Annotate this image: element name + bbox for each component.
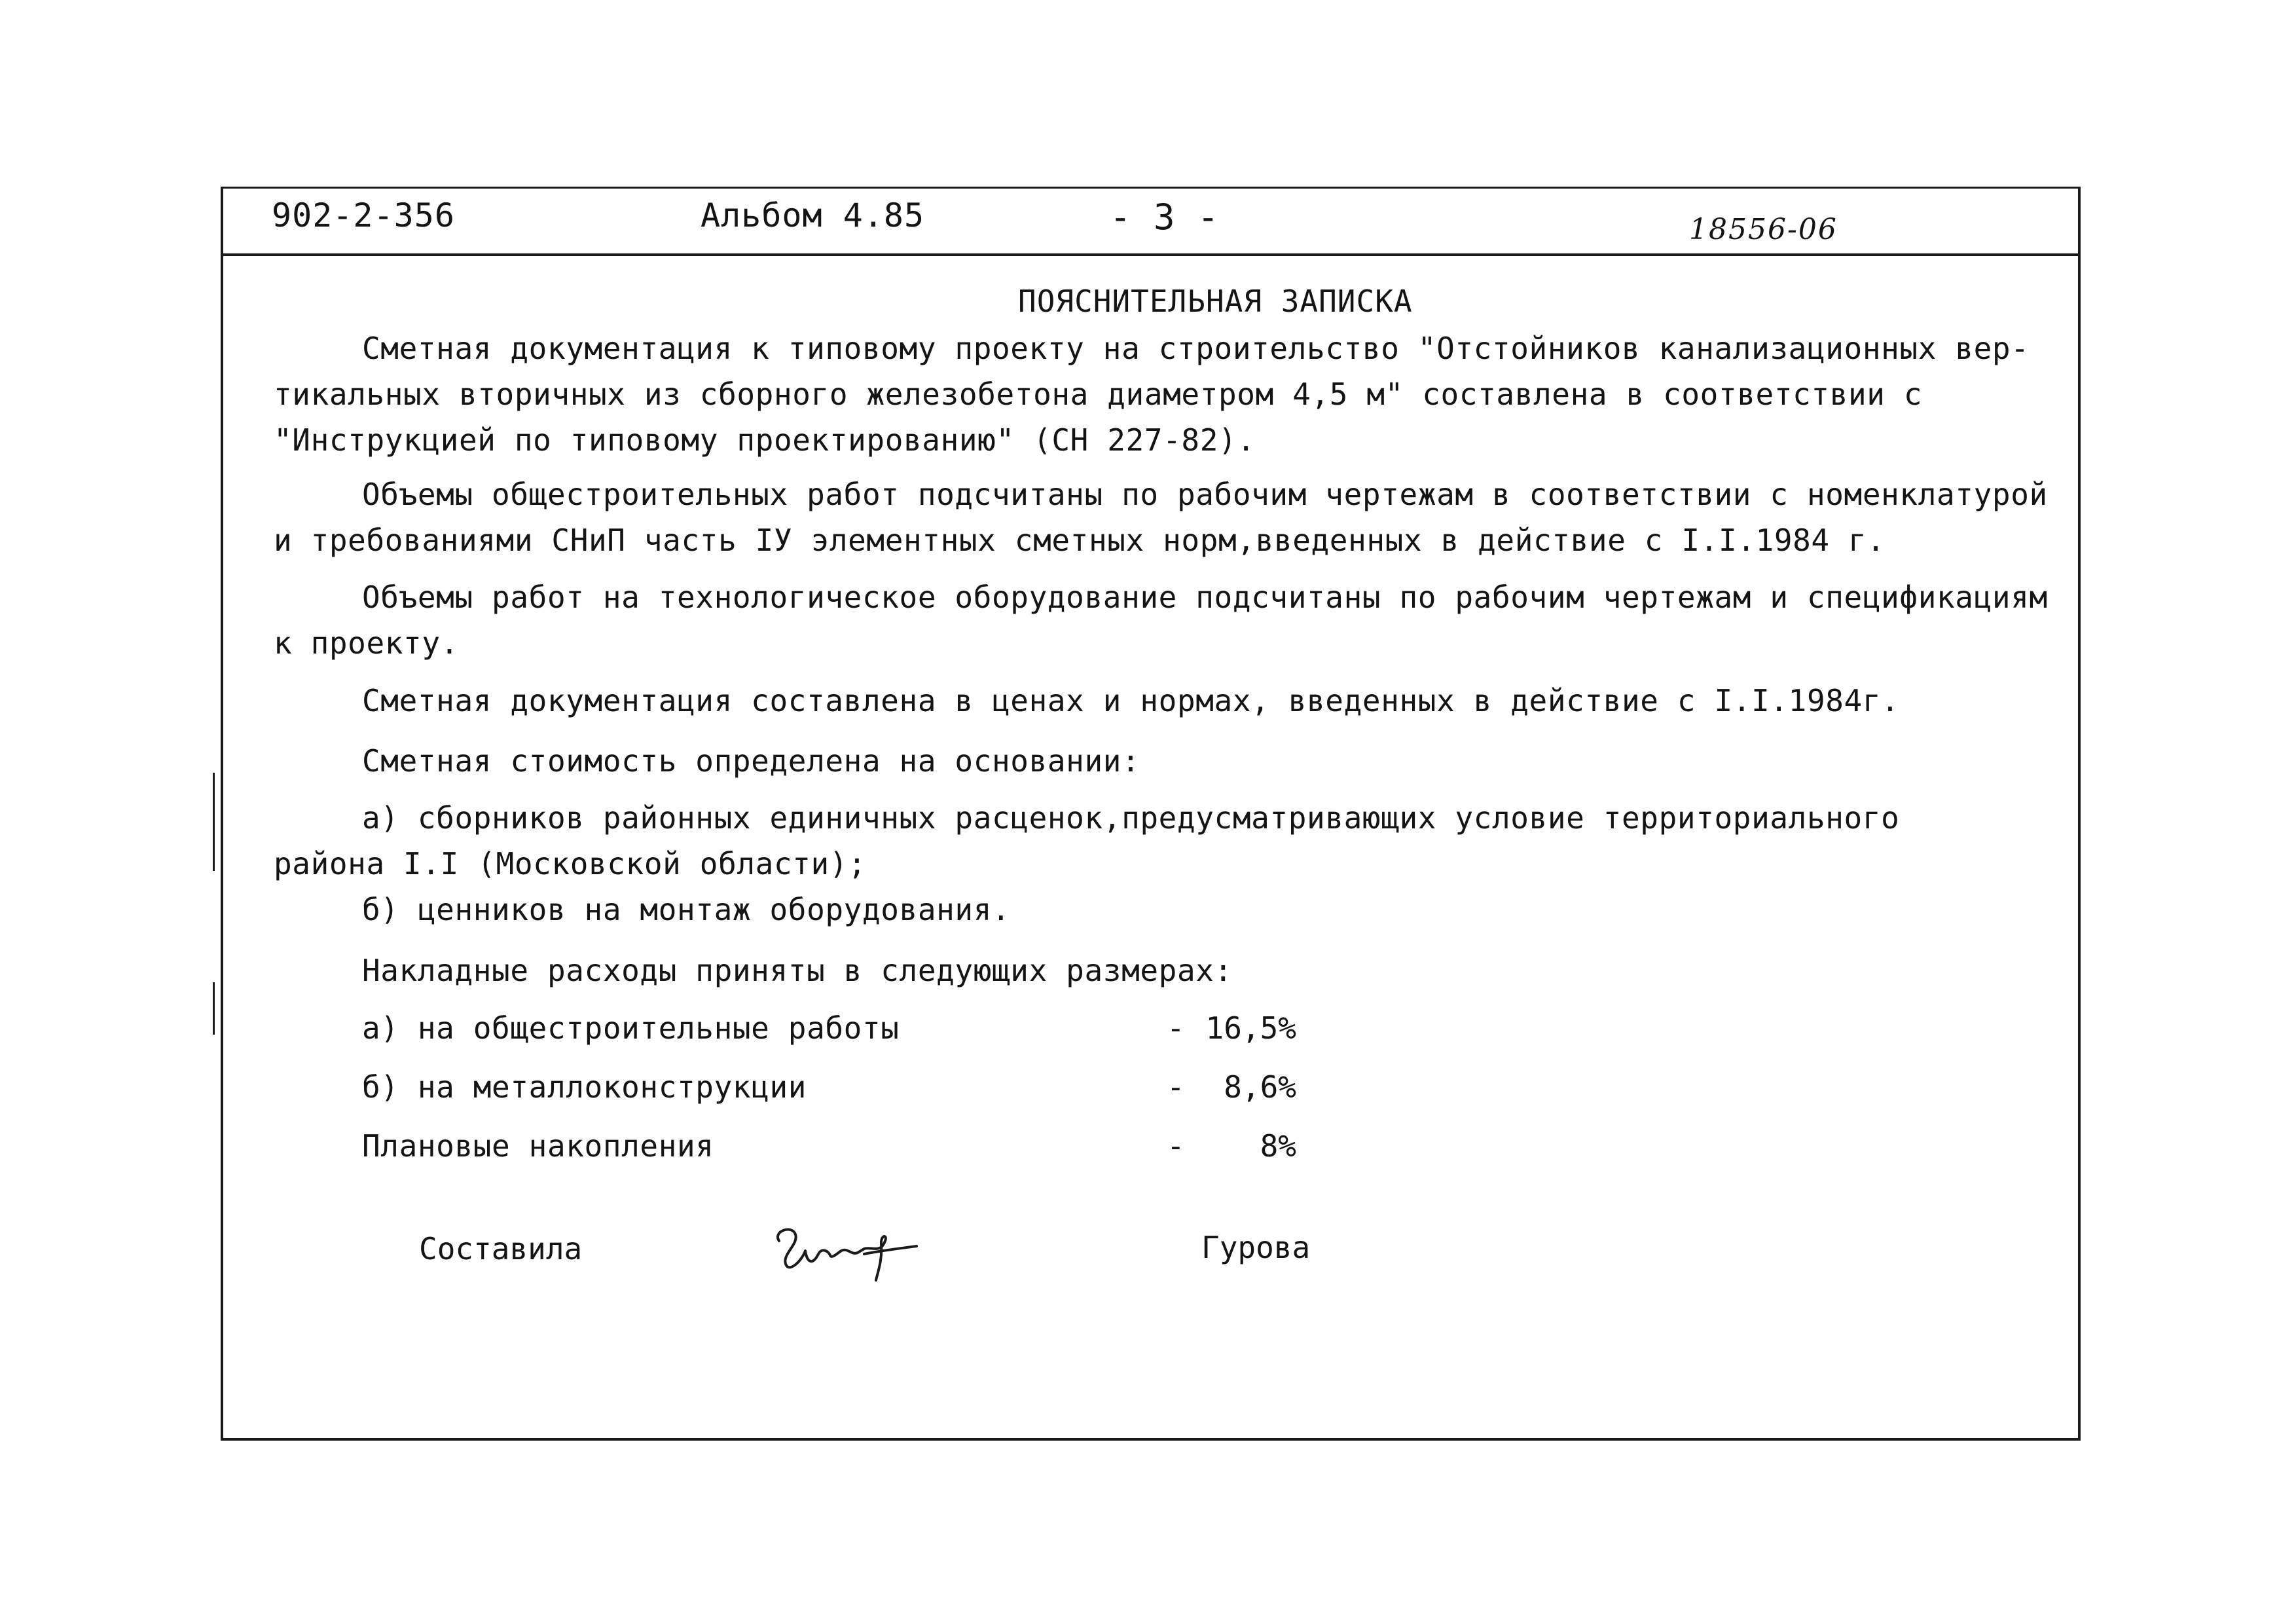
paragraph-line: Сметная документация к типовому проекту на строительство "Отстойников канализационных вер- xyxy=(362,331,2030,366)
page-number: - 3 - xyxy=(1110,196,1220,238)
paragraph-line: тикальных вторичных из сборного железобетона диаметром 4,5 м" составлена в соответствии с xyxy=(274,377,1923,412)
rate-dash: - xyxy=(1167,1128,1185,1164)
paragraph-line: Накладные расходы приняты в следующих размерах: xyxy=(362,953,1233,988)
rate-label: Плановые накопления xyxy=(362,1128,714,1164)
binding-mark xyxy=(213,982,215,1035)
document-code: 902-2-356 xyxy=(272,196,455,234)
rate-value: 8,6% xyxy=(1224,1069,1296,1105)
album-number: Альбом 4.85 xyxy=(701,196,925,234)
rate-value: 16,5% xyxy=(1205,1010,1296,1046)
paragraph-line: "Инструкцией по типовому проектированию" (СН 227-82). xyxy=(274,422,1256,458)
paragraph-line: а) сборников районных единичных расценок,предусматривающих условие территориального xyxy=(362,800,1900,836)
paragraph-line: Сметная документация составлена в ценах и нормах, введенных в действие с I.I.1984г. xyxy=(362,683,1900,718)
signature-label: Составила xyxy=(419,1231,583,1266)
handwritten-signature xyxy=(766,1215,923,1287)
paragraph-line: к проекту. xyxy=(274,625,459,661)
rate-dash: - xyxy=(1167,1010,1185,1046)
rate-label: а) на общестроительные работы xyxy=(362,1010,900,1046)
signatory-name: Гурова xyxy=(1201,1230,1311,1265)
paragraph-line: Сметная стоимость определена на основании: xyxy=(362,743,1140,779)
header-divider xyxy=(221,253,2081,256)
rate-label: б) на металлоконструкции xyxy=(362,1069,807,1105)
paragraph-line: района I.I (Московской области); xyxy=(274,846,867,881)
inventory-number: 18556-06 xyxy=(1689,213,1838,246)
rate-value: 8% xyxy=(1260,1128,1296,1164)
page-title: ПОЯСНИТЕЛЬНАЯ ЗАПИСКА xyxy=(1018,284,1413,319)
paragraph-line: и требованиями СНиП часть IУ элементных сметных норм,введенных в действие с I.I.1984 г. xyxy=(274,523,1886,558)
binding-mark xyxy=(213,773,215,871)
paragraph-line: Объемы общестроительных работ подсчитаны по рабочим чертежам в соответствии с номенклатурой xyxy=(362,477,2048,512)
paragraph-line: б) ценников на монтаж оборудования. xyxy=(362,892,1011,927)
rate-dash: - xyxy=(1167,1069,1185,1105)
paragraph-line: Объемы работ на технологическое оборудование подсчитаны по рабочим чертежам и спецификациям xyxy=(362,580,2048,615)
